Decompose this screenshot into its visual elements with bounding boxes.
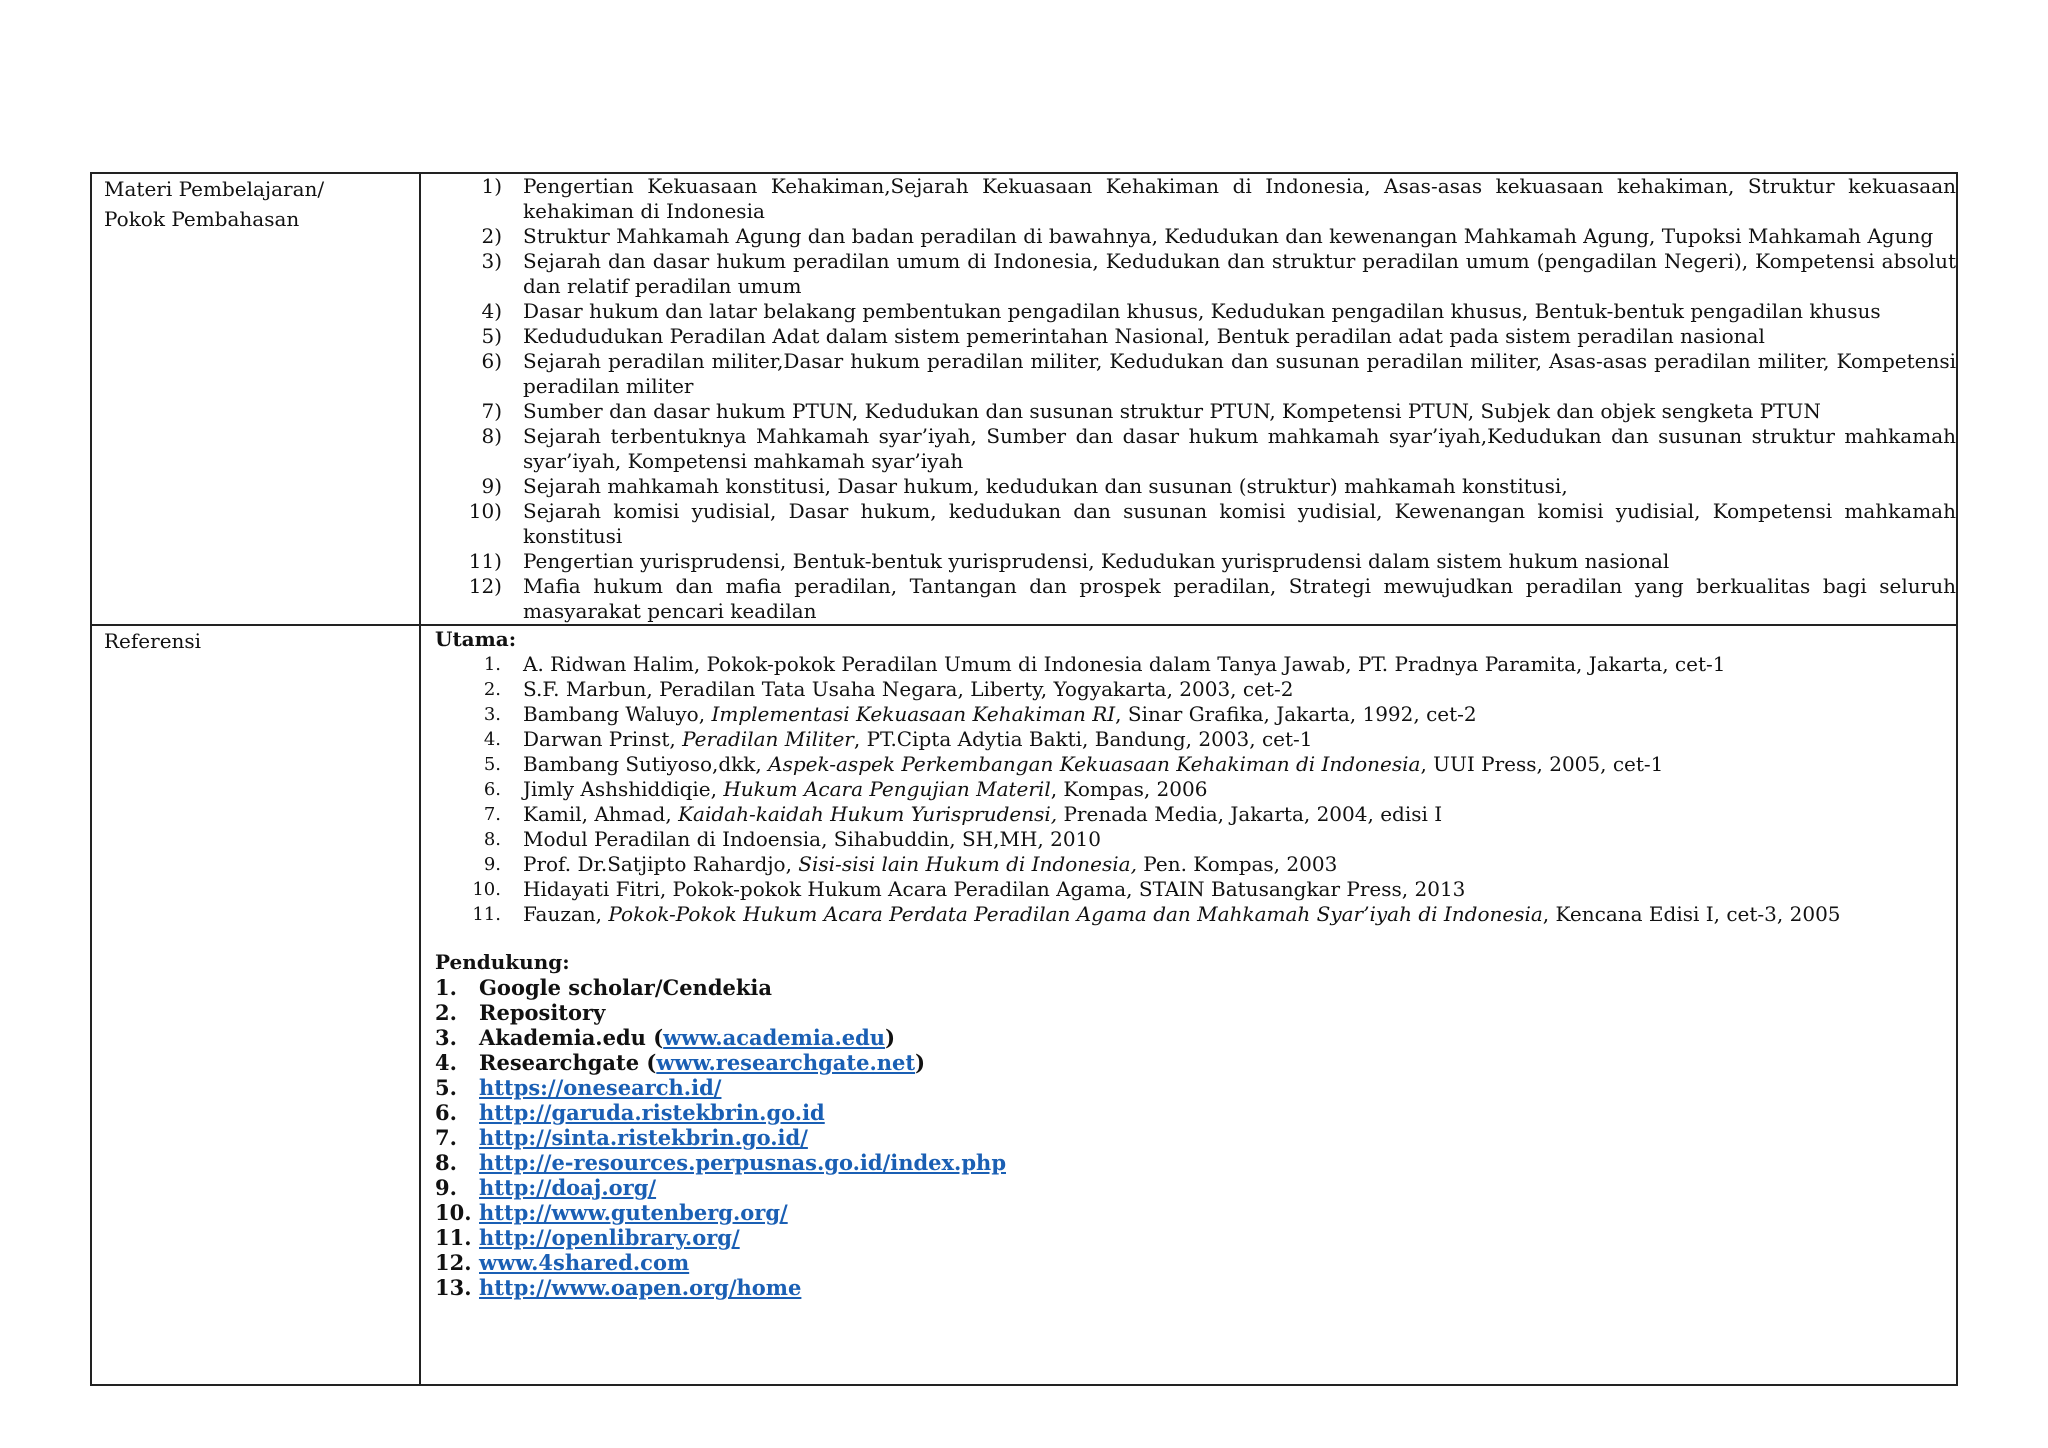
list-number: 9): [481, 474, 502, 498]
resource-item: [435, 975, 1946, 1000]
reference-author: Darwan Prinst,: [523, 727, 683, 751]
reference-author: Fauzan,: [523, 902, 609, 926]
reference-text: [523, 877, 1465, 902]
reference-item: [435, 902, 1946, 927]
list-number: 12): [468, 574, 502, 598]
resource-item: [435, 1225, 1946, 1250]
resource-text: [479, 1100, 825, 1125]
referensi-label: Referensi: [104, 629, 202, 653]
reference-publisher: Prenada Media, Jakarta, 2004, edisi I: [1057, 802, 1443, 826]
list-item: [421, 224, 1956, 249]
reference-title-italic: Kaidah-kaidah Hukum Yurisprudensi,: [678, 802, 1058, 826]
resource-text: [479, 975, 772, 1000]
list-item-text: Kedududukan Peradilan Adat dalam sistem pemerintahan Nasional, Bentuk peradilan adat pada sistem peradilan nasional: [523, 324, 1765, 348]
reference-item: [435, 752, 1946, 777]
resource-item: [435, 1175, 1946, 1200]
list-item-text: Sejarah komisi yudisial, Dasar hukum, kedudukan dan susunan komisi yudisial, Kewenangan komisi yudisial, Kompetensi mahkamah konstitusi: [523, 499, 1956, 548]
list-number: 2.: [483, 679, 501, 700]
reference-author: Hidayati Fitri, Pokok-pokok Hukum Acara Peradilan Agama, STAIN Batusangkar Press, 2013: [523, 877, 1466, 901]
list-number: 2): [481, 224, 502, 248]
reference-title-italic: Hukum Acara Pengujian Materil: [723, 777, 1051, 801]
pendukung-heading: Pendukung:: [435, 950, 570, 974]
resource-link[interactable]: www.4shared.com: [479, 1250, 690, 1275]
reference-text: [523, 852, 1337, 877]
list-item-text: Pengertian Kekuasaan Kehakiman,Sejarah Kekuasaan Kehakiman di Indonesia, Asas-asas kekuasaan kehakiman, Struktur kekuasaan kehakiman di Indonesia: [523, 174, 1956, 223]
resource-suffix: ): [885, 1025, 896, 1050]
resource-link[interactable]: www.academia.edu: [663, 1025, 886, 1050]
reference-title-italic: Aspek-aspek Perkembangan Kekuasaan Kehakiman di Indonesia: [768, 752, 1421, 776]
list-number: 4): [481, 299, 502, 323]
resource-text: [479, 1225, 740, 1250]
resource-text: [479, 1050, 925, 1075]
list-number: 8.: [435, 1150, 457, 1175]
list-item-text: Mafia hukum dan mafia peradilan, Tantangan dan prospek peradilan, Strategi mewujudkan peradilan yang berkualitas bagi seluruh masyarakat pencari keadilan: [523, 574, 1956, 623]
list-number: 7.: [483, 804, 501, 825]
reference-item: [435, 652, 1946, 677]
resource-name: Google scholar/Cendekia: [479, 975, 773, 1000]
reference-title-italic: Implementasi Kekuasaan Kehakiman RI: [711, 702, 1116, 726]
materi-row: [91, 173, 1957, 625]
reference-item: [435, 777, 1946, 802]
reference-publisher: Pen. Kompas, 2003: [1136, 852, 1338, 876]
resource-link[interactable]: https://onesearch.id/: [479, 1075, 722, 1100]
list-item: [421, 349, 1956, 399]
list-number: 9.: [435, 1175, 457, 1200]
list-number: 8): [481, 424, 502, 448]
reference-text: [523, 702, 1477, 727]
resource-item: [435, 1250, 1946, 1275]
list-item-text: Sumber dan dasar hukum PTUN, Kedudukan dan susunan struktur PTUN, Kompetensi PTUN, Subjek dan objek sengketa PTUN: [523, 399, 1821, 423]
list-item: [421, 324, 1956, 349]
resource-item: [435, 1025, 1946, 1050]
list-number: 6): [481, 349, 502, 373]
reference-item: [435, 877, 1946, 902]
list-item-text: Sejarah terbentuknya Mahkamah syar’iyah, Sumber dan dasar hukum mahkamah syar’iyah,Kedudukan dan susunan struktur mahkamah syar’iyah, Kompetensi mahkamah syar’iyah: [523, 424, 1956, 473]
resource-link[interactable]: http://doaj.org/: [479, 1175, 657, 1200]
resource-text: [479, 1075, 721, 1100]
list-item: [421, 249, 1956, 299]
reference-author: A. Ridwan Halim, Pokok-pokok Peradilan Umum di Indonesia dalam Tanya Jawab, PT. Pradnya Paramita, Jakarta, cet-1: [523, 652, 1726, 676]
resource-item: [435, 1275, 1946, 1300]
resource-suffix: ): [915, 1050, 926, 1075]
list-number: 5.: [435, 1075, 457, 1100]
resource-text: [479, 1275, 801, 1300]
resource-link[interactable]: http://www.gutenberg.org/: [479, 1200, 788, 1225]
reference-text: [523, 677, 1293, 702]
list-number: 5.: [483, 754, 501, 775]
referensi-label-cell: [91, 625, 420, 1385]
resource-name: Researchgate (: [479, 1050, 657, 1075]
list-item: [421, 174, 1956, 224]
utama-heading: Utama:: [435, 627, 517, 651]
reference-publisher: , UUI Press, 2005, cet-1: [1420, 752, 1664, 776]
list-number: 12.: [435, 1250, 472, 1275]
reference-author: Jimly Ashshiddiqie,: [523, 777, 724, 801]
resource-link[interactable]: http://www.oapen.org/home: [479, 1275, 802, 1300]
list-number: 11.: [472, 904, 501, 925]
list-number: 3): [481, 249, 502, 273]
list-number: 11.: [435, 1225, 472, 1250]
list-number: 6.: [483, 779, 501, 800]
resource-text: [479, 1150, 1006, 1175]
reference-text: [523, 827, 1101, 852]
reference-item: [435, 677, 1946, 702]
materi-label: Materi Pembelajaran/ Pokok Pembahasan: [104, 177, 325, 231]
list-number: 3.: [435, 1025, 457, 1050]
reference-item: [435, 727, 1946, 752]
materi-list: [421, 174, 1956, 624]
list-number: 7.: [435, 1125, 457, 1150]
reference-title-italic: Sisi-sisi lain Hukum di Indonesia,: [798, 852, 1137, 876]
list-number: 10.: [435, 1200, 472, 1225]
resource-text: [479, 1000, 605, 1025]
reference-author: Bambang Waluyo,: [523, 702, 712, 726]
list-number: 4.: [483, 729, 501, 750]
reference-publisher: , Kompas, 2006: [1050, 777, 1208, 801]
resource-item: [435, 1050, 1946, 1075]
resource-name: Akademia.edu (: [479, 1025, 664, 1050]
list-item-text: Pengertian yurisprudensi, Bentuk-bentuk yurisprudensi, Kedudukan yurisprudensi dalam sistem hukum nasional: [523, 549, 1670, 573]
resource-name: Repository: [479, 1000, 606, 1025]
list-item-text: Sejarah peradilan militer,Dasar hukum peradilan militer, Kedudukan dan susunan peradilan militer, Asas-asas peradilan militer, Kompetensi peradilan militer: [523, 349, 1956, 398]
list-number: 8.: [483, 829, 501, 850]
list-number: 11): [468, 549, 502, 573]
list-number: 13.: [435, 1275, 472, 1300]
resource-link[interactable]: www.researchgate.net: [656, 1050, 916, 1075]
syllabus-table: [90, 172, 1958, 1386]
resource-item: [435, 1075, 1946, 1100]
resource-item: [435, 1100, 1946, 1125]
list-item: [421, 474, 1956, 499]
resource-text: [479, 1175, 656, 1200]
reference-item: [435, 852, 1946, 877]
reference-text: [523, 802, 1442, 827]
reference-text: [523, 727, 1313, 752]
list-number: 1): [481, 174, 502, 198]
pendukung-reference-list: [435, 975, 1946, 1300]
list-number: 3.: [483, 704, 501, 725]
list-item: [421, 399, 1956, 424]
reference-publisher: , Sinar Grafika, Jakarta, 1992, cet-2: [1115, 702, 1477, 726]
reference-publisher: , Kencana Edisi I, cet-3, 2005: [1542, 902, 1841, 926]
reference-author: Bambang Sutiyoso,dkk,: [523, 752, 769, 776]
resource-link[interactable]: http://garuda.ristekbrin.go.id: [479, 1100, 825, 1125]
reference-publisher: , PT.Cipta Adytia Bakti, Bandung, 2003, cet-1: [853, 727, 1313, 751]
resource-text: [479, 1125, 808, 1150]
reference-item: [435, 802, 1946, 827]
reference-author: Prof. Dr.Satjipto Rahardjo,: [523, 852, 799, 876]
resource-item: [435, 1125, 1946, 1150]
reference-item: [435, 702, 1946, 727]
list-number: 10.: [472, 879, 501, 900]
list-number: 9.: [483, 854, 501, 875]
resource-text: [479, 1200, 788, 1225]
list-number: 2.: [435, 1000, 457, 1025]
resource-text: [479, 1250, 689, 1275]
resource-item: [435, 1000, 1946, 1025]
reference-title-italic: Peradilan Militer: [682, 727, 854, 751]
utama-reference-list: [435, 652, 1946, 927]
list-item-text: Struktur Mahkamah Agung dan badan peradilan di bawahnya, Kedudukan dan kewenangan Mahkamah Agung, Tupoksi Mahkamah Agung: [523, 224, 1934, 248]
list-item-text: Sejarah mahkamah konstitusi, Dasar hukum, kedudukan dan susunan (struktur) mahkamah konstitusi,: [523, 474, 1568, 498]
list-number: 6.: [435, 1100, 457, 1125]
reference-author: Modul Peradilan di Indoensia, Sihabuddin, SH,MH, 2010: [523, 827, 1102, 851]
reference-author: Kamil, Ahmad,: [523, 802, 679, 826]
reference-text: [523, 752, 1663, 777]
reference-title-italic: Pokok-Pokok Hukum Acara Perdata Peradilan Agama dan Mahkamah Syar’iyah di Indonesia: [608, 902, 1543, 926]
referensi-content-cell: [420, 625, 1957, 1385]
list-item: [421, 424, 1956, 474]
resource-text: [479, 1025, 895, 1050]
reference-author: S.F. Marbun, Peradilan Tata Usaha Negara, Liberty, Yogyakarta, 2003, cet-2: [523, 677, 1294, 701]
reference-text: [523, 777, 1207, 802]
referensi-row: [91, 625, 1957, 1385]
reference-item: [435, 827, 1946, 852]
list-number: 4.: [435, 1050, 457, 1075]
list-item-text: Sejarah dan dasar hukum peradilan umum di Indonesia, Kedudukan dan struktur peradilan umum (pengadilan Negeri), Kompetensi absolut dan relatif peradilan umum: [523, 249, 1956, 298]
resource-item: [435, 1200, 1946, 1225]
list-item: [421, 549, 1956, 574]
materi-label-cell: [91, 173, 420, 625]
reference-text: [523, 652, 1726, 677]
list-number: 1.: [483, 654, 501, 675]
list-number: 5): [481, 324, 502, 348]
resource-item: [435, 1150, 1946, 1175]
resource-link[interactable]: http://sinta.ristekbrin.go.id/: [479, 1125, 808, 1150]
list-item: [421, 574, 1956, 624]
list-item: [421, 499, 1956, 549]
list-number: 10): [468, 499, 502, 523]
list-item: [421, 299, 1956, 324]
resource-link[interactable]: http://e-resources.perpusnas.go.id/index.php: [479, 1150, 1006, 1175]
list-number: 1.: [435, 975, 457, 1000]
reference-text: [523, 902, 1841, 927]
list-item-text: Dasar hukum dan latar belakang pembentukan pengadilan khusus, Kedudukan pengadilan khusus, Bentuk-bentuk pengadilan khusus: [523, 299, 1881, 323]
resource-link[interactable]: http://openlibrary.org/: [479, 1225, 740, 1250]
materi-content-cell: [420, 173, 1957, 625]
list-number: 7): [481, 399, 502, 423]
